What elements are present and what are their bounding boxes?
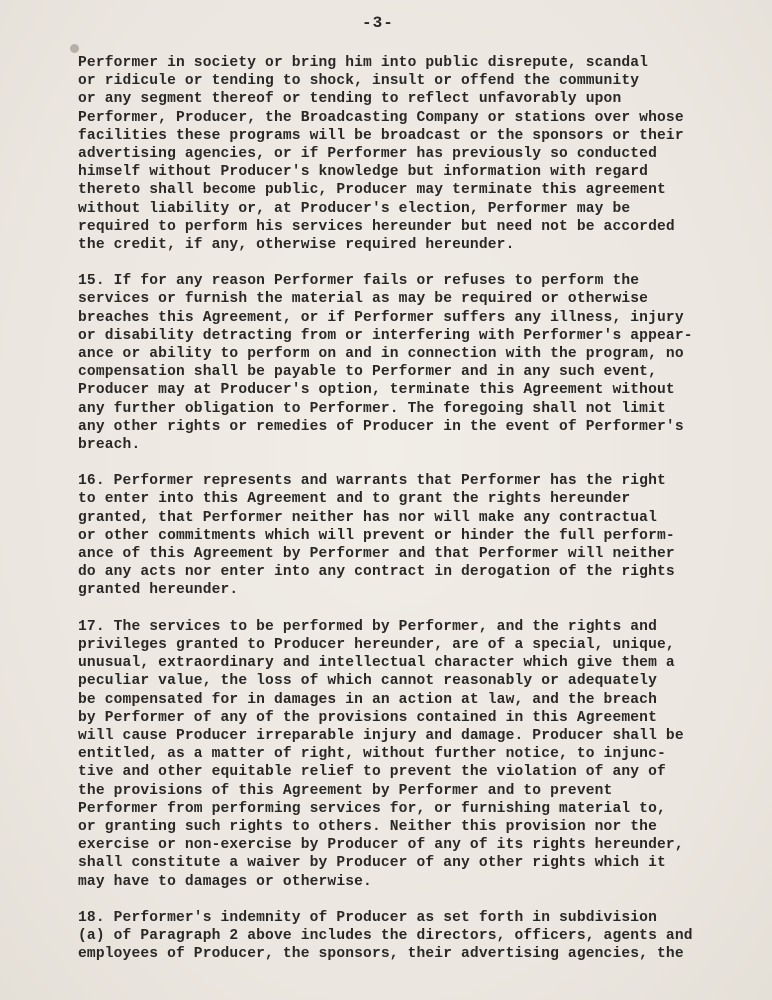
text-line: privileges granted to Producer hereunder, are of a special, unique,	[78, 636, 675, 653]
text-line: 18. Performer's indemnity of Producer as set forth in subdivision	[78, 909, 657, 926]
text-line: Performer, Producer, the Broadcasting Company or stations over whose	[78, 109, 684, 126]
text-line: by Performer of any of the provisions contained in this Agreement	[78, 709, 657, 726]
document-body	[78, 54, 718, 963]
text-line: 17. The services to be performed by Performer, and the rights and	[78, 618, 657, 635]
text-line: do any acts nor enter into any contract in derogation of the rights	[78, 564, 675, 581]
text-line: the credit, if any, otherwise required hereunder.	[78, 237, 515, 254]
text-line: to enter into this Agreement and to grant the rights hereunder	[78, 491, 631, 508]
text-line: 15. If for any reason Performer fails or refuses to perform the	[78, 273, 640, 290]
paragraph-15	[78, 272, 718, 454]
text-line: Performer from performing services for, or furnishing material to,	[78, 800, 666, 817]
text-line: without liability or, at Producer's election, Performer may be	[78, 200, 631, 217]
text-line: granted, that Performer neither has nor will make any contractual	[78, 509, 657, 526]
text-line: unusual, extraordinary and intellectual character which give them a	[78, 655, 675, 672]
text-line: Performer in society or bring him into public disrepute, scandal	[78, 55, 649, 71]
binder-hole-mark	[70, 44, 79, 53]
text-line: ance or ability to perform on and in connection with the program, no	[78, 346, 684, 363]
text-line: required to perform his services hereunder but need not be accorded	[78, 218, 675, 235]
text-line: (a) of Paragraph 2 above includes the directors, officers, agents and	[78, 927, 693, 944]
paragraph-18	[78, 909, 718, 964]
text-line: facilities these programs will be broadcast or the sponsors or their	[78, 127, 684, 144]
text-line: entitled, as a matter of right, without further notice, to injunc-	[78, 746, 666, 763]
text-line: ance of this Agreement by Performer and that Performer will neither	[78, 546, 675, 563]
text-line: may have to damages or otherwise.	[78, 873, 372, 890]
text-line: exercise or non-exercise by Producer of any of its rights hereunder,	[78, 837, 684, 854]
paragraph-17	[78, 618, 718, 891]
text-line: employees of Producer, the sponsors, their advertising agencies, the	[78, 946, 684, 963]
text-line: or any segment thereof or tending to reflect unfavorably upon	[78, 91, 622, 108]
text-line: compensation shall be payable to Performer and in any such event,	[78, 364, 657, 381]
text-line: be compensated for in damages in an action at law, and the breach	[78, 691, 657, 708]
page-number: -3-	[362, 14, 394, 32]
text-line: tive and other equitable relief to prevent the violation of any of	[78, 764, 666, 781]
text-line: Producer may at Producer's option, terminate this Agreement without	[78, 382, 675, 399]
text-line: the provisions of this Agreement by Performer and to prevent	[78, 782, 613, 799]
text-line: or granting such rights to others. Neither this provision nor the	[78, 818, 657, 835]
paragraph-continuation	[78, 54, 718, 254]
text-line: breaches this Agreement, or if Performer suffers any illness, injury	[78, 309, 684, 326]
text-line: breach.	[78, 437, 141, 454]
text-line: services or furnish the material as may be required or otherwise	[78, 291, 649, 308]
text-line: 16. Performer represents and warrants that Performer has the right	[78, 473, 666, 490]
text-line: advertising agencies, or if Performer has previously so conducted	[78, 146, 657, 163]
text-line: himself without Producer's knowledge but information with regard	[78, 164, 649, 181]
text-line: granted hereunder.	[78, 582, 239, 599]
text-line: thereto shall become public, Producer may terminate this agreement	[78, 182, 666, 199]
text-line: or disability detracting from or interfering with Performer's appear-	[78, 327, 693, 344]
text-line: or other commitments which will prevent or hinder the full perform-	[78, 527, 675, 544]
text-line: peculiar value, the loss of which cannot reasonably or adequately	[78, 673, 657, 690]
text-line: any other rights or remedies of Producer in the event of Performer's	[78, 418, 684, 435]
text-line: will cause Producer irreparable injury and damage. Producer shall be	[78, 727, 684, 744]
paragraph-16	[78, 472, 718, 599]
text-line: shall constitute a waiver by Producer of any other rights which it	[78, 855, 666, 872]
text-line: any further obligation to Performer. The foregoing shall not limit	[78, 400, 666, 417]
text-line: or ridicule or tending to shock, insult or offend the community	[78, 73, 640, 90]
